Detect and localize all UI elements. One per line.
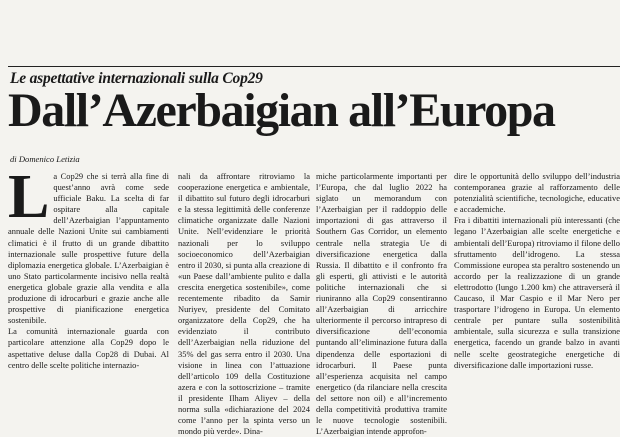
paragraph: nali da affrontare ritroviamo la cooperazione energetica e ambientale, il dibattito sul futuro degli idrocarburi e la stessa legittimità delle conferenze climatiche organizzate dalle Nazioni Unite. Nell’evidenziare le priorità nazionali per lo sviluppo socioeconomico dell’Azerbaigian entro il 2030, si punta alla creazione di «un Paese dall’ambiente pulito e dalla crescita energetica sostenibile», come recentemente ribadito da Samir Nuriyev, presidente del Comitato organizzatore della Cop29, che ha evidenziato il contributo dell’Azerbaigian nella riduzione del 35% del gas serra entro il 2030. Una visione in linea con l’attuazione dell’articolo 109 della Costituzione azera e con la sottoscrizione – tramite il presidente Ilham Aliyev – della norma sulla «dichiarazione del 2024 come l’anno per la spinta verso un mondo più verde». Dina- bbox=[178, 171, 310, 437]
article-column-2 bbox=[178, 171, 310, 437]
paragraph: miche particolarmente importanti per l’Europa, che dal luglio 2022 ha siglato un memorandum con l’Azerbaigian per il raddoppio delle importazioni di gas attraverso il Southern Gas Corridor, un elemento centrale nella strategia Ue di diversificazione energetica dalla Russia. Il dibattito e il confronto fra gli esperti, gli attivisti e le autorità politiche internazionali che si riuniranno alla Cop29 consentiranno all’Azerbaigian di arricchire ulteriormente il percorso intrapreso di diversificazione dell’economia puntando all’eliminazione futura dalla dipendenza delle esportazioni di idrocarburi. Il Paese punta all’esperienza acquisita nel campo energetico (da rilanciare nella crescita del settore non oil) e all’incremento della competitività produttiva tramite le nuove tecnologie sostenibili. L’Azerbaigian intende approfon- bbox=[316, 171, 447, 437]
drop-cap: L bbox=[8, 163, 50, 231]
paragraph: La comunità internazionale guarda con particolare attenzione alla Cop29 dopo le aspettative deluse dalla Cop28 di Dubai. Al centro delle scelte politiche internazio- bbox=[8, 326, 169, 370]
paragraph: dire le opportunità dello sviluppo dell’industria contemporanea grazie al rafforzamento delle potenzialità scientifiche, tecnologiche, educative e accademiche. bbox=[454, 171, 620, 215]
byline: di Domenico Letizia bbox=[10, 154, 80, 164]
paragraph: Fra i dibattiti internazionali più interessanti (che legano l’Azerbaigian alle scelte energetiche e ambientali dell’Europa) ritroviamo il filone dello sfruttamento dell’idrogeno. La stessa Commissione europea sta peraltro sostenendo un accordo per la realizzazione di un grande elettrodotto (lungo 1.200 km) che attraverserà il Caucaso, il Mar Caspio e il Mar Nero per trasportare l’idrogeno in Europa. Un elemento centrale per puntare sulla sostenibilità ambientale, sulla sicurezza e sulla transizione energetica, facendo un grande balzo in avanti nelle scelte geostrategiche energetiche di diversificazione dalle importazioni russe. bbox=[454, 215, 620, 370]
headline: Dall’Azerbaigian all’Europa bbox=[8, 84, 555, 137]
article-column-3 bbox=[316, 171, 447, 437]
article-column-1 bbox=[8, 163, 169, 421]
top-rule bbox=[8, 66, 620, 67]
kicker: Le aspettative internazionali sulla Cop29 bbox=[10, 70, 263, 87]
article-column-4 bbox=[454, 171, 620, 421]
paragraph: a Cop29 che si terrà alla fine di quest’anno avrà come sede ufficiale Baku. La scelta di far ospitare alla capitale dell’Azerbaigian l’appuntamento annuale delle Nazioni Unite sui cambiamenti climatici è il frutto di un grande dibattito internazionale sulle prospettive future della diplomazia energetica globale. L’Azerbaigian è uno Stato particolarmente incisivo nella realtà energetica globale grazie alla vendita e alla produzione di idrocarburi e grazie anche alle prospettive di pianificazione energetica sostenibile. bbox=[8, 171, 169, 326]
